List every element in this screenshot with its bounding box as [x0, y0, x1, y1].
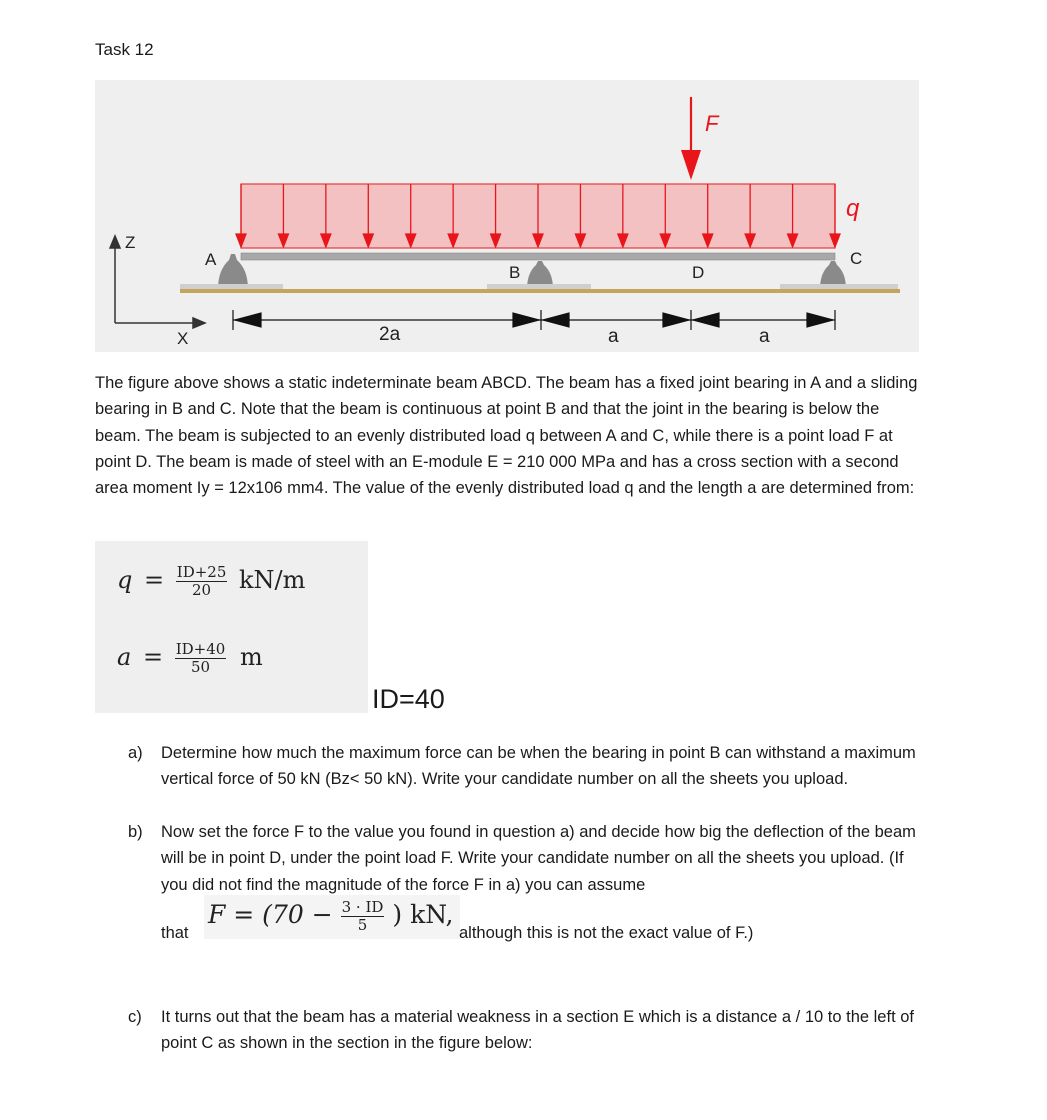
- beam-diagram: [95, 80, 919, 352]
- q-variable: q: [117, 566, 133, 594]
- ground-shade-a: [180, 284, 283, 289]
- beam-figure: [95, 80, 919, 352]
- q-unit: kN/m: [239, 566, 306, 594]
- question-a-text: Determine how much the maximum force can be when the bearing in point B can withstand a maximum vertical force of 50 kN (Bz< 50 kN). Write your candidate number on all the sheets you upload.: [161, 744, 916, 789]
- dimension-lines: [233, 310, 835, 330]
- beam: [241, 253, 835, 260]
- q-denominator: 20: [192, 581, 212, 599]
- a-formula: [117, 642, 263, 675]
- f-formula-lhs: F = (70 −: [208, 900, 333, 929]
- point-force-arrow: [681, 97, 701, 180]
- task-title: Task 12: [95, 40, 154, 59]
- q-fraction: [176, 565, 228, 598]
- problem-description: The figure above shows a static indeterminate beam ABCD. The beam has a fixed joint bearing in A and a sliding bearing in B and C. Note that the beam is continuous at point B and that the joint in the bearing is below the beam. The beam is subjected to an evenly distributed load q between A and C, while there is a point load F at point D. The beam is made of steel with an E-module E = 210 000 MPa and has a cross section with a second area moment Iy = 12x106 mm4. The value of the evenly distributed load q and the length a are determined from:: [95, 374, 918, 498]
- axis-x-label: X: [177, 329, 189, 348]
- q-numerator: ID+25: [176, 563, 227, 581]
- point-a-label: A: [205, 250, 217, 269]
- a-fraction: [175, 642, 227, 675]
- ground-shade-b: [487, 284, 591, 289]
- question-a-label: a): [128, 744, 143, 762]
- q-equals: =: [144, 566, 165, 594]
- f-formula-rhs: ) kN,: [392, 900, 454, 929]
- point-d-label: D: [692, 263, 705, 282]
- force-label: F: [705, 111, 719, 136]
- q-formula: [117, 565, 305, 598]
- question-b-label: b): [128, 823, 143, 841]
- f-formula-denominator: 5: [357, 916, 368, 934]
- question-b-tail: although this is not the exact value of F.): [459, 924, 754, 942]
- question-c: [128, 1004, 918, 1058]
- question-b-text: Now set the force F to the value you found in question a) and decide how big the deflection of the beam will be in point D, under the point load F. Write your candidate number on all the sheets you upload. (If you did not find the magnitude of the force F in a) you can assume: [161, 823, 916, 894]
- a-variable: a: [117, 643, 132, 671]
- question-b-that: that: [161, 924, 189, 942]
- a-denominator: 50: [190, 658, 211, 676]
- ground-shade-c: [780, 284, 898, 289]
- dimension-ab-label: 2a: [379, 324, 401, 345]
- dimension-bd-label: a: [608, 326, 619, 347]
- f-formula-box: [204, 895, 460, 939]
- dimension-dc-label: a: [759, 326, 770, 347]
- load-label: q: [846, 195, 860, 222]
- axis-z-label: Z: [125, 233, 136, 252]
- formula-box: [95, 541, 368, 713]
- question-b: [128, 819, 918, 899]
- a-equals: =: [142, 643, 164, 671]
- candidate-id: ID=40: [372, 684, 445, 714]
- f-formula-numerator: 3 · ID: [341, 898, 384, 916]
- point-b-label: B: [509, 263, 521, 282]
- question-a: [128, 740, 918, 820]
- question-c-label: c): [128, 1008, 142, 1026]
- f-formula-fraction: [341, 900, 385, 933]
- question-c-text: It turns out that the beam has a material weakness in a section E which is a distance a / 10 to the left of point C as shown in the section in the figure below:: [161, 1008, 914, 1053]
- a-unit: m: [239, 643, 263, 671]
- ground-line: [180, 289, 900, 293]
- a-numerator: ID+40: [175, 640, 226, 658]
- point-c-label: C: [850, 249, 863, 268]
